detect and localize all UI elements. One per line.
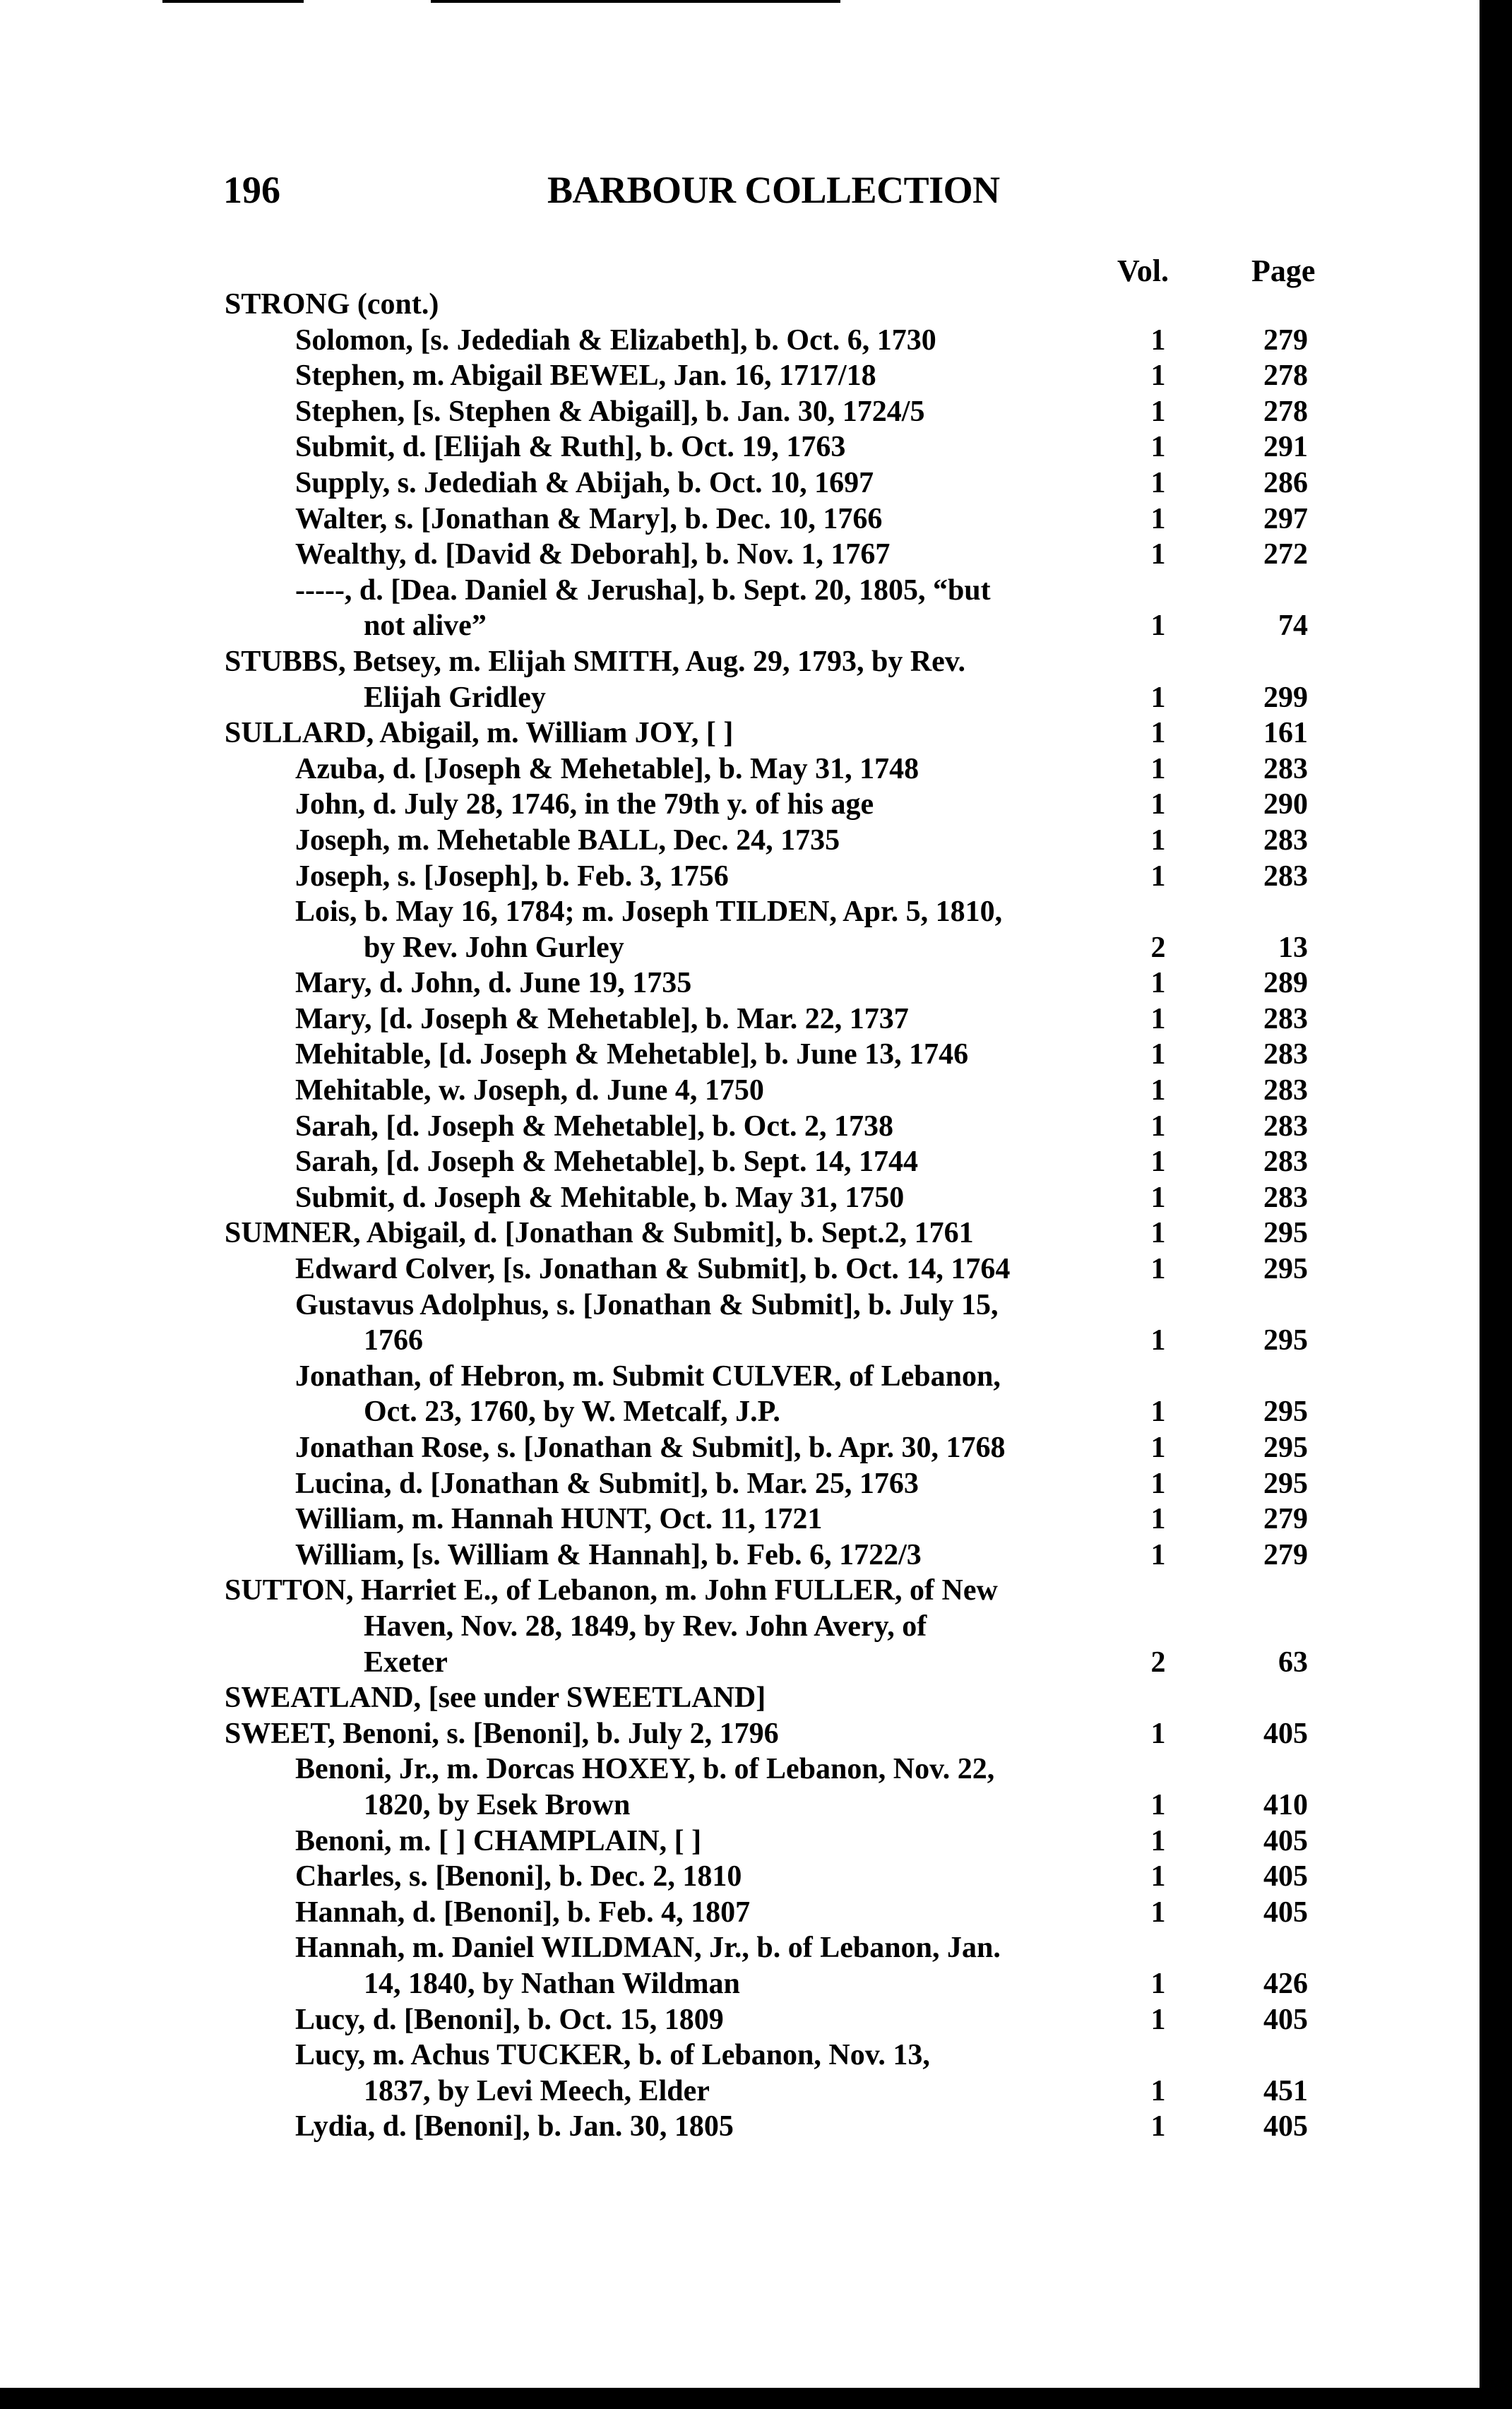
entry-text: Jonathan, of Hebron, m. Submit CULVER, of Lebanon,	[295, 1360, 1001, 1393]
entry-volume: 1	[1150, 1038, 1166, 1071]
entry-page: 283	[1263, 1002, 1308, 1035]
entry-page: 283	[1263, 1110, 1308, 1143]
list-item	[0, 1751, 1512, 1788]
entry-volume: 1	[1150, 1110, 1166, 1143]
entry-page: 297	[1263, 502, 1308, 535]
entry-text: Hannah, m. Daniel WILDMAN, Jr., b. of Lebanon, Jan.	[295, 1932, 1001, 1965]
list-item	[0, 1466, 1512, 1502]
entry-volume: 2	[1150, 1646, 1166, 1679]
entry-page: 405	[1263, 2003, 1308, 2036]
entry-text: 1820, by Esek Brown	[364, 1788, 631, 1821]
entry-page: 295	[1263, 1324, 1308, 1357]
entry-text: Haven, Nov. 28, 1849, by Rev. John Avery, of	[364, 1610, 927, 1643]
list-item	[0, 1359, 1512, 1395]
entry-text: Lois, b. May 16, 1784; m. Joseph TILDEN, Apr. 5, 1810,	[295, 896, 1003, 929]
entry-page: 295	[1263, 1432, 1308, 1464]
entry-page: 278	[1263, 359, 1308, 393]
list-item	[0, 608, 1512, 644]
entry-text: SWEET, Benoni, s. [Benoni], b. July 2, 1796	[225, 1717, 779, 1750]
list-item	[0, 787, 1512, 823]
entry-text: Lydia, d. [Benoni], b. Jan. 30, 1805	[295, 2110, 734, 2143]
entry-page: 295	[1263, 1467, 1308, 1500]
entry-volume: 1	[1150, 2110, 1166, 2143]
entry-page: 283	[1263, 1146, 1308, 1179]
entry-text: Benoni, Jr., m. Dorcas HOXEY, b. of Lebanon, Nov. 22,	[295, 1753, 995, 1786]
entry-page: 63	[1278, 1646, 1308, 1679]
list-item	[0, 1287, 1512, 1324]
entry-text: Mary, [d. Joseph & Mehetable], b. Mar. 22, 1737	[295, 1002, 909, 1035]
entry-text: Stephen, m. Abigail BEWEL, Jan. 16, 1717/18	[295, 359, 876, 393]
vol-column-header: Vol.	[1117, 254, 1169, 288]
list-item	[0, 358, 1512, 394]
list-item	[0, 573, 1512, 609]
entry-text: -----, d. [Dea. Daniel & Jerusha], b. Sept. 20, 1805, “but	[295, 573, 991, 607]
entry-volume: 1	[1150, 1074, 1166, 1107]
entry-volume: 1	[1150, 2074, 1166, 2107]
list-item	[0, 930, 1512, 966]
entry-volume: 1	[1150, 823, 1166, 857]
entry-text: Supply, s. Jedediah & Abijah, b. Oct. 10, 1697	[295, 466, 874, 499]
entry-text: Lucy, m. Achus TUCKER, b. of Lebanon, Nov. 13,	[295, 2039, 930, 2072]
entry-volume: 1	[1150, 395, 1166, 428]
entry-text: Oct. 23, 1760, by W. Metcalf, J.P.	[364, 1396, 780, 1429]
list-item	[0, 1895, 1512, 1931]
entry-text: Stephen, [s. Stephen & Abigail], b. Jan. 30, 1724/5	[295, 395, 925, 428]
entry-text: SWEATLAND, [see under SWEETLAND]	[225, 1682, 766, 1715]
list-item	[0, 1645, 1512, 1681]
entry-volume: 1	[1150, 1860, 1166, 1893]
list-item	[0, 287, 1512, 323]
entry-volume: 1	[1150, 1788, 1166, 1821]
entry-volume: 1	[1150, 2003, 1166, 2036]
entry-text: Joseph, s. [Joseph], b. Feb. 3, 1756	[295, 859, 729, 893]
entry-text: Joseph, m. Mehetable BALL, Dec. 24, 1735	[295, 823, 840, 857]
entry-volume: 1	[1150, 1467, 1166, 1500]
list-item	[0, 1788, 1512, 1824]
entry-page: 286	[1263, 466, 1308, 499]
entry-text: not alive”	[364, 609, 487, 643]
list-item	[0, 894, 1512, 930]
list-item	[0, 1966, 1512, 2002]
list-item	[0, 2109, 1512, 2145]
entry-text: William, [s. William & Hannah], b. Feb. 6, 1722/3	[295, 1538, 922, 1571]
list-item	[0, 1430, 1512, 1466]
entry-text: Solomon, [s. Jedediah & Elizabeth], b. Oct. 6, 1730	[295, 323, 936, 357]
entry-text: SUTTON, Harriet E., of Lebanon, m. John FULLER, of New	[225, 1574, 998, 1607]
list-item	[0, 537, 1512, 573]
list-item	[0, 715, 1512, 751]
list-item	[0, 1144, 1512, 1180]
scan-edge-bottom	[0, 2388, 1512, 2409]
entry-text: Sarah, [d. Joseph & Mehetable], b. Oct. 2, 1738	[295, 1110, 893, 1143]
entry-text: Jonathan Rose, s. [Jonathan & Submit], b. Apr. 30, 1768	[295, 1432, 1006, 1464]
entry-volume: 1	[1150, 502, 1166, 535]
entry-text: by Rev. John Gurley	[364, 931, 624, 964]
entry-text: Exeter	[364, 1646, 448, 1679]
scan-edge-rule	[431, 0, 840, 3]
list-item	[0, 823, 1512, 859]
entry-volume: 1	[1150, 967, 1166, 1000]
entry-volume: 1	[1150, 788, 1166, 821]
entry-volume: 1	[1150, 1217, 1166, 1250]
entry-page: 161	[1263, 717, 1308, 750]
entry-page: 295	[1263, 1253, 1308, 1286]
list-item	[0, 751, 1512, 787]
entry-text: SULLARD, Abigail, m. William JOY, [ ]	[225, 717, 734, 750]
entry-volume: 1	[1150, 431, 1166, 464]
list-item	[0, 1323, 1512, 1359]
entry-page: 279	[1263, 323, 1308, 357]
entry-volume: 1	[1150, 1896, 1166, 1929]
scan-edge-rule	[162, 0, 304, 3]
entry-text: John, d. July 28, 1746, in the 79th y. of his age	[295, 788, 874, 821]
entry-text: 1837, by Levi Meech, Elder	[364, 2074, 710, 2107]
list-item	[0, 1609, 1512, 1645]
entry-page: 13	[1278, 931, 1308, 964]
entry-page: 283	[1263, 823, 1308, 857]
list-item	[0, 394, 1512, 430]
entry-volume: 1	[1150, 1324, 1166, 1357]
list-item	[0, 1824, 1512, 1860]
list-item	[0, 1573, 1512, 1609]
entry-text: Charles, s. [Benoni], b. Dec. 2, 1810	[295, 1860, 742, 1893]
entry-page: 295	[1263, 1396, 1308, 1429]
entry-text: Sarah, [d. Joseph & Mehetable], b. Sept. 14, 1744	[295, 1146, 919, 1179]
entry-text: Lucina, d. [Jonathan & Submit], b. Mar. 25, 1763	[295, 1467, 919, 1500]
entry-volume: 1	[1150, 323, 1166, 357]
list-item	[0, 1037, 1512, 1073]
list-item	[0, 965, 1512, 1001]
entry-text: Gustavus Adolphus, s. [Jonathan & Submit], b. July 15,	[295, 1288, 999, 1321]
page-number: 196	[223, 169, 280, 211]
entry-text: STUBBS, Betsey, m. Elijah SMITH, Aug. 29, 1793, by Rev.	[225, 645, 965, 678]
list-item	[0, 1680, 1512, 1716]
entry-volume: 1	[1150, 681, 1166, 714]
entry-page: 295	[1263, 1217, 1308, 1250]
entry-page: 405	[1263, 2110, 1308, 2143]
entry-page: 405	[1263, 1896, 1308, 1929]
entry-volume: 1	[1150, 1538, 1166, 1571]
list-item	[0, 1537, 1512, 1574]
list-item	[0, 1073, 1512, 1109]
list-item	[0, 1930, 1512, 1966]
entry-text: Mehitable, [d. Joseph & Mehetable], b. June 13, 1746	[295, 1038, 969, 1071]
entry-volume: 1	[1150, 1503, 1166, 1536]
list-item	[0, 2002, 1512, 2038]
entry-volume: 1	[1150, 466, 1166, 499]
entry-page: 289	[1263, 967, 1308, 1000]
entry-text: SUMNER, Abigail, d. [Jonathan & Submit], b. Sept.2, 1761	[225, 1217, 974, 1250]
list-item	[0, 1180, 1512, 1216]
entry-page: 279	[1263, 1538, 1308, 1571]
entry-volume: 1	[1150, 359, 1166, 393]
list-item	[0, 501, 1512, 537]
entry-page: 278	[1263, 395, 1308, 428]
entry-volume: 1	[1150, 752, 1166, 785]
entry-text: Edward Colver, [s. Jonathan & Submit], b. Oct. 14, 1764	[295, 1253, 1011, 1286]
entry-volume: 1	[1150, 1181, 1166, 1214]
entry-text: STRONG (cont.)	[225, 288, 439, 321]
list-item	[0, 1501, 1512, 1537]
entry-page: 291	[1263, 431, 1308, 464]
entry-volume: 2	[1150, 931, 1166, 964]
entry-page: 279	[1263, 1503, 1308, 1536]
entry-text: Walter, s. [Jonathan & Mary], b. Dec. 10, 1766	[295, 502, 883, 535]
list-item	[0, 1001, 1512, 1037]
entry-text: Elijah Gridley	[364, 681, 546, 714]
entry-text: 14, 1840, by Nathan Wildman	[364, 1967, 740, 2000]
list-item	[0, 1109, 1512, 1145]
entry-page: 299	[1263, 681, 1308, 714]
entry-page: 290	[1263, 788, 1308, 821]
list-item	[0, 1859, 1512, 1895]
entry-page: 283	[1263, 859, 1308, 893]
entry-volume: 1	[1150, 1253, 1166, 1286]
list-item	[0, 644, 1512, 680]
entry-volume: 1	[1150, 1396, 1166, 1429]
entry-text: Mehitable, w. Joseph, d. June 4, 1750	[295, 1074, 764, 1107]
list-item	[0, 1215, 1512, 1251]
entry-volume: 1	[1150, 1824, 1166, 1857]
entry-text: Lucy, d. [Benoni], b. Oct. 15, 1809	[295, 2003, 724, 2036]
list-item	[0, 429, 1512, 465]
entry-text: Wealthy, d. [David & Deborah], b. Nov. 1, 1767	[295, 538, 891, 571]
entry-text: Hannah, d. [Benoni], b. Feb. 4, 1807	[295, 1896, 751, 1929]
page-title: BARBOUR COLLECTION	[547, 169, 1000, 211]
entry-list	[0, 287, 1512, 2145]
entry-page: 283	[1263, 752, 1308, 785]
list-item	[0, 2074, 1512, 2110]
list-item	[0, 2038, 1512, 2074]
entry-volume: 1	[1150, 609, 1166, 643]
entry-text: Submit, d. Joseph & Mehitable, b. May 31, 1750	[295, 1181, 905, 1214]
entry-page: 405	[1263, 1717, 1308, 1750]
entry-volume: 1	[1150, 1002, 1166, 1035]
entry-page: 283	[1263, 1074, 1308, 1107]
entry-text: Submit, d. [Elijah & Ruth], b. Oct. 19, 1763	[295, 431, 846, 464]
entry-volume: 1	[1150, 1967, 1166, 2000]
list-item	[0, 323, 1512, 359]
entry-text: William, m. Hannah HUNT, Oct. 11, 1721	[295, 1503, 823, 1536]
entry-text: 1766	[364, 1324, 423, 1357]
list-item	[0, 859, 1512, 895]
entry-volume: 1	[1150, 1717, 1166, 1750]
list-item	[0, 1716, 1512, 1752]
entry-page: 283	[1263, 1181, 1308, 1214]
list-item	[0, 680, 1512, 716]
entry-volume: 1	[1150, 538, 1166, 571]
entry-page: 410	[1263, 1788, 1308, 1821]
entry-page: 426	[1263, 1967, 1308, 2000]
list-item	[0, 465, 1512, 501]
entry-page: 74	[1278, 609, 1308, 643]
entry-text: Mary, d. John, d. June 19, 1735	[295, 967, 692, 1000]
entry-page: 451	[1263, 2074, 1308, 2107]
page-column-header: Page	[1251, 254, 1316, 288]
entry-page: 405	[1263, 1824, 1308, 1857]
entry-page: 283	[1263, 1038, 1308, 1071]
entry-text: Benoni, m. [ ] CHAMPLAIN, [ ]	[295, 1824, 702, 1857]
entry-text: Azuba, d. [Joseph & Mehetable], b. May 31, 1748	[295, 752, 919, 785]
entry-volume: 1	[1150, 1146, 1166, 1179]
entry-volume: 1	[1150, 859, 1166, 893]
entry-volume: 1	[1150, 1432, 1166, 1464]
list-item	[0, 1394, 1512, 1430]
entry-page: 405	[1263, 1860, 1308, 1893]
entry-page: 272	[1263, 538, 1308, 571]
list-item	[0, 1251, 1512, 1287]
entry-volume: 1	[1150, 717, 1166, 750]
